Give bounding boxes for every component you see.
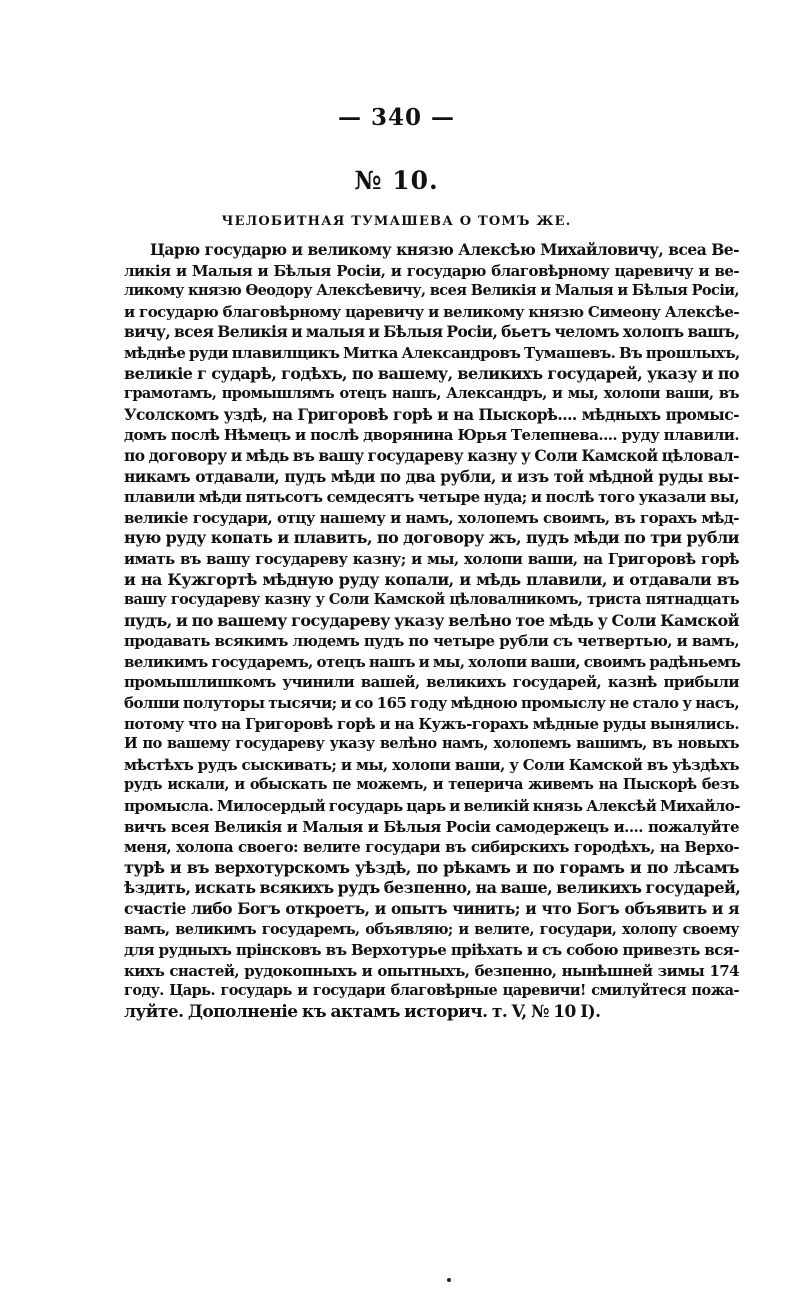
text-line: великимъ государемъ, отецъ нашъ и мы, холопи ваши, своимъ радѣньемъ bbox=[124, 652, 741, 671]
text-line: Царю государю и великому князю Алексѣю Михайловичу, всеа Ве- bbox=[150, 240, 739, 259]
text-line: вамъ, великимъ государемъ, объявляю; и велите, государи, холопу своему bbox=[124, 920, 739, 938]
text-line: ную руду копать и плавить, по договору жъ, пудъ мѣди по три рубли bbox=[124, 528, 739, 548]
text-line: кихъ снастей, рудокопныхъ и опытныхъ, безпенно, нынѣшней зимы 174 bbox=[124, 961, 739, 980]
text-line: никамъ отдавали, пудъ мѣди по два рубли, и изъ той мѣдной руды вы- bbox=[124, 466, 739, 486]
text-line: и на Кужгортѣ мѣдную руду копали, и мѣдь плавили, и отдавали въ bbox=[124, 569, 739, 589]
text-line: для рудныхъ прінсковъ въ Верхотурье пріѣхать и съ собою привезть вся- bbox=[124, 941, 739, 960]
page-number: — 340 — bbox=[337, 104, 456, 131]
text-line: ѣздить, искать всякихъ рудъ безпенно, на ваше, великихъ государей, bbox=[124, 878, 741, 898]
document-number: № 10. bbox=[354, 166, 439, 195]
text-line: мѣстѣхъ рудъ сыскивать; и мы, холопи ваши, у Соли Камской въ уѣздѣхъ bbox=[124, 755, 739, 774]
text-line: счастіе либо Богъ откроетъ, и опытъ чинить; и что Богъ объявить и я bbox=[124, 899, 739, 918]
text-line: ликому князю Ѳеодору Алексѣевичу, всея Великія и Малыя и Бѣлыя Росіи, bbox=[124, 282, 739, 300]
text-line: домъ послѣ Нѣмецъ и послѣ дворянина Юрья Телепнева.... руду плавили. bbox=[124, 426, 739, 445]
text-line: и государю благовѣрному царевичу и великому князю Симеону Алексѣе- bbox=[124, 302, 739, 321]
petition-text bbox=[124, 240, 739, 1023]
text-line: продавать всякимъ людемъ пудъ по четыре рубли съ четвертью, и вамъ, bbox=[124, 632, 739, 651]
text-line: И по вашему государеву указу велѣно намъ, холопемъ вашимъ, въ новыхъ bbox=[124, 735, 739, 753]
text-line: году. Царь. государь и государи благовѣрные царевичи! смилуйтеся пожа- bbox=[124, 982, 739, 1000]
text-line: плавили мѣди пятьсотъ семдесятъ четыре нуда; и послѣ того указали вы, bbox=[124, 488, 739, 507]
text-line: меня, холопа своего: велите государи въ сибирскихъ городѣхъ, на Верхо- bbox=[124, 838, 739, 857]
text-line: грамотамъ, промышлямъ отецъ нашъ, Александръ, и мы, холопи ваши, въ bbox=[124, 385, 739, 403]
ink-speck bbox=[447, 1278, 451, 1282]
text-line: по договору и мѣдь въ вашу государеву казну у Соли Камской цѣловал- bbox=[124, 445, 739, 465]
text-line: ликія и Малыя и Бѣлыя Росіи, и государю благовѣрному царевичу и ве- bbox=[124, 261, 739, 280]
text-line: мѣднѣе руди плавилщикъ Митка Александровъ Тумашевъ. Въ прошлыхъ, bbox=[124, 343, 740, 362]
text-line: рудъ искали, и обыскать пе можемъ, и теперича живемъ на Пыскорѣ безъ bbox=[124, 776, 739, 794]
text-line: промышлишкомъ учинили вашей, великихъ государей, казнѣ прибыли bbox=[124, 673, 739, 692]
text-line: вашу государеву казну у Соли Камской цѣловалникомъ, триста пятнадцать bbox=[124, 591, 739, 609]
text-line: великіе государи, отцу нашему и намъ, холопемъ своимъ, въ горахъ мѣд- bbox=[124, 508, 739, 527]
text-line: промысла. Милосердый государь царь и великій князь Алексѣй Михайло- bbox=[124, 797, 740, 816]
text-line: великіе г сударѣ, годѣхъ, по вашему, великихъ государей, указу и по bbox=[124, 363, 739, 383]
text-line: Усолскомъ уздѣ, на Григоровѣ горѣ и на Пыскорѣ.... мѣдныхъ промыс- bbox=[124, 404, 739, 424]
text-line: имать въ вашу государеву казну; и мы, холопи ваши, на Григоровѣ горѣ bbox=[124, 549, 739, 568]
document-title: ЧЕЛОБИТНАЯ ТУМАШЕВА О ТОМЪ ЖЕ. bbox=[221, 214, 572, 229]
text-line: вичу, всея Великія и малыя и Бѣлыя Росіи, бьетъ челомъ холопъ вашъ, bbox=[124, 322, 740, 342]
text-line: турѣ и въ верхотурскомъ уѣздѣ, по рѣкамъ и по горамъ и по лѣсамъ bbox=[124, 857, 739, 877]
text-line: болши полуторы тысячи; и со 165 году мѣдною промыслу не стало у насъ, bbox=[124, 694, 739, 713]
text-line: потому что на Григоровѣ горѣ и на Кужъ-горахъ мѣдные руды вынялись. bbox=[124, 714, 739, 733]
text-line: пудъ, и по вашему государеву указу велѣно тое мѣдь у Соли Камской bbox=[124, 610, 739, 630]
text-line: луйте. Дополненіе къ актамъ историч. т. V, № 10 I). bbox=[124, 1001, 601, 1022]
text-line: вичъ всея Великія и Малыя и Бѣлыя Росіи самодержецъ и.... пожалуйте bbox=[124, 817, 739, 836]
